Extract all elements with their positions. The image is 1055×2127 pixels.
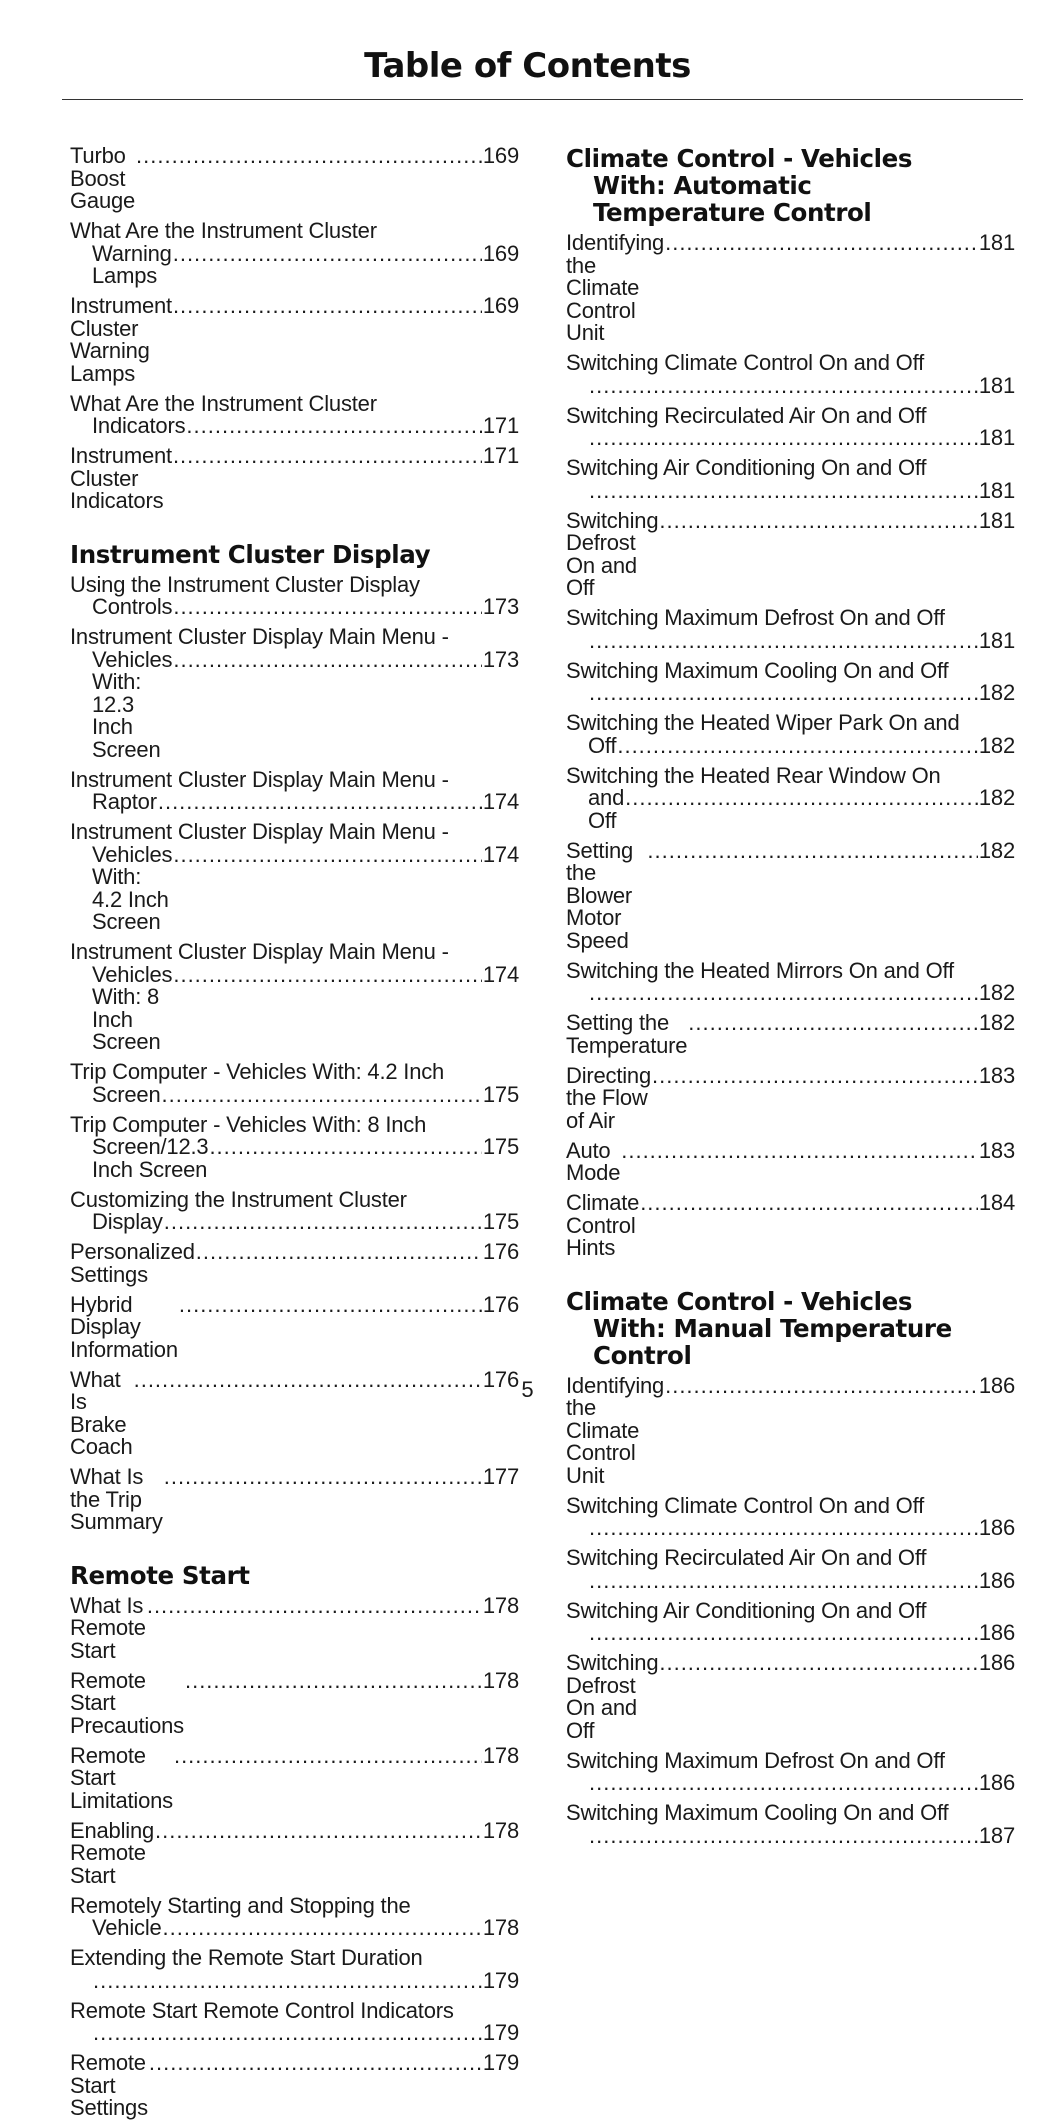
dot-leader: [589, 1517, 978, 1540]
toc-section: [70, 1562, 519, 2120]
toc-entry[interactable]: [70, 145, 519, 213]
toc-intro-group: [70, 145, 519, 513]
toc-entry[interactable]: [70, 2052, 519, 2120]
toc-entry-page: 184: [978, 1190, 1015, 1215]
toc-entry[interactable]: [70, 626, 519, 761]
toc-entry[interactable]: [566, 712, 1015, 757]
toc-entry-title: Identifying the Climate Control Unit: [566, 230, 665, 345]
toc-entry[interactable]: [70, 295, 519, 385]
dot-leader: [93, 2022, 482, 2045]
toc-entry-title: Instrument Cluster Display Main Menu -: [70, 939, 449, 964]
toc-entry[interactable]: [566, 762, 1015, 833]
toc-entry-page: 181: [978, 425, 1015, 450]
dot-leader: [93, 1970, 482, 1993]
toc-entry-page: 176: [482, 1291, 519, 1317]
toc-entry-title: Display: [92, 1209, 163, 1234]
toc-entry-page: 178: [482, 1817, 519, 1843]
toc-entry-page: 183: [978, 1137, 1015, 1163]
toc-entry-page: 186: [978, 1372, 1015, 1398]
dot-leader: [589, 630, 978, 653]
toc-entry[interactable]: [70, 1817, 519, 1888]
toc-entry-page: 187: [978, 1822, 1015, 1848]
toc-entry-title: Remote Start Remote Control Indicators: [70, 1997, 454, 2023]
page-title: Table of Contents: [364, 46, 691, 86]
dot-leader: [164, 1466, 482, 1489]
toc-left-column: [70, 145, 519, 2127]
dot-leader: [617, 735, 978, 758]
dot-leader: [589, 480, 978, 503]
toc-entry-title: Identifying the Climate Control Unit: [566, 1372, 665, 1488]
dot-leader: [621, 1140, 978, 1163]
section-heading-line: With: Automatic: [593, 171, 812, 200]
toc-entry-page: 178: [482, 1667, 519, 1693]
page-number: 5: [521, 1377, 534, 1402]
toc-entry-title: Personalized Settings: [70, 1239, 195, 1287]
toc-entry-title: Switching Maximum Cooling On and Off: [566, 1800, 949, 1825]
toc-entry-title: Screen/12.3 Inch Screen: [92, 1134, 209, 1182]
toc-entry[interactable]: [70, 1592, 519, 1663]
toc-entry[interactable]: [566, 1192, 1015, 1260]
title-divider: [62, 99, 1023, 100]
toc-entry-page: 182: [978, 732, 1015, 758]
toc-entry[interactable]: [70, 1947, 519, 1992]
toc-entry-title: Switching Climate Control On and Off: [566, 1492, 925, 1518]
toc-entry[interactable]: [566, 1597, 1015, 1645]
toc-entry-title: Instrument Cluster Display Main Menu -: [70, 624, 449, 649]
section-heading-line: Control: [593, 1340, 692, 1370]
toc-entry-title: Switching Defrost On and Off: [566, 1650, 659, 1743]
toc-entry-title: Remote Start Settings: [70, 2050, 148, 2120]
toc-entry-title: Extending the Remote Start Duration: [70, 1945, 423, 1970]
dot-leader: [589, 682, 978, 705]
toc-entry-title: Auto Mode: [566, 1137, 621, 1185]
dot-leader: [186, 415, 482, 438]
dot-leader: [173, 649, 482, 672]
section-heading: Remote Start: [70, 1560, 250, 1590]
toc-entry-title: Instrument Cluster Warning Lamps: [70, 293, 172, 386]
dot-leader: [174, 1745, 482, 1768]
toc-entry-page: 181: [978, 507, 1015, 533]
toc-entry-title: Vehicles With: 8 Inch Screen: [92, 961, 173, 1054]
toc-entry[interactable]: [70, 1742, 519, 1813]
dot-leader: [625, 787, 978, 810]
section-heading: Instrument Cluster Display: [70, 539, 431, 569]
toc-entry-page: 179: [482, 2020, 519, 2045]
dot-leader: [688, 1012, 978, 1035]
toc-entry-page: 181: [978, 477, 1015, 503]
toc-entry-list: [70, 145, 519, 513]
toc-entry[interactable]: [566, 657, 1015, 705]
toc-entry-list: [70, 1592, 519, 2120]
toc-entry[interactable]: [566, 1492, 1015, 1540]
toc-entry-page: 171: [482, 413, 519, 438]
toc-entry[interactable]: [566, 1652, 1015, 1742]
toc-entry-title: Instrument Cluster Indicators: [70, 443, 172, 513]
toc-section: [566, 1288, 1015, 1848]
toc-entry-list: [566, 1372, 1015, 1848]
dot-leader: [173, 596, 482, 619]
toc-entry-page: 169: [482, 143, 519, 168]
dot-leader: [589, 427, 978, 450]
toc-entry-title: Switching the Heated Mirrors On and Off: [566, 957, 954, 983]
dot-leader: [589, 1570, 978, 1593]
toc-entry[interactable]: [566, 1062, 1015, 1133]
dot-leader: [589, 1622, 978, 1645]
toc-entry-title: Switching Recirculated Air On and Off: [566, 402, 927, 428]
toc-entry-title: Switching the Heated Wiper Park On and: [566, 710, 960, 735]
toc-entry-page: 175: [482, 1209, 519, 1234]
toc-entry-title: Trip Computer - Vehicles With: 4.2 Inch: [70, 1059, 445, 1084]
toc-entry-page: 181: [978, 627, 1015, 653]
toc-entry-title: Indicators: [92, 413, 186, 438]
toc-entry-page: 182: [978, 837, 1015, 863]
dot-leader: [173, 844, 482, 867]
toc-entry-page: 177: [482, 1464, 519, 1489]
section-heading-line: Climate Control - Vehicles: [566, 1286, 912, 1316]
toc-entry-page: 176: [482, 1366, 519, 1392]
toc-entry-page: 182: [978, 980, 1015, 1005]
toc-entry[interactable]: [566, 957, 1015, 1005]
toc-entry[interactable]: [566, 1137, 1015, 1185]
toc-entry[interactable]: [566, 1802, 1015, 1847]
dot-leader: [647, 840, 977, 863]
dot-leader: [162, 1084, 482, 1107]
toc-entry[interactable]: [566, 232, 1015, 345]
toc-entry[interactable]: [70, 821, 519, 934]
toc-entry-title: Vehicles With: 4.2 Inch Screen: [92, 841, 173, 934]
toc-entry-title: Off: [588, 732, 617, 758]
toc-entry-page: 174: [482, 789, 519, 814]
dot-leader: [173, 295, 482, 318]
section-heading-line: With: Manual Temperature: [593, 1313, 952, 1343]
toc-entry-page: 178: [482, 1915, 519, 1940]
toc-entry-title: Remote Start Precautions: [70, 1667, 184, 1738]
toc-entry[interactable]: [566, 457, 1015, 502]
toc-entry-title: and Off: [588, 785, 625, 833]
toc-entry-title: Trip Computer - Vehicles With: 8 Inch: [70, 1111, 427, 1137]
toc-entry-title: Controls: [92, 594, 173, 619]
toc-entry[interactable]: [70, 1061, 519, 1106]
toc-entry[interactable]: [566, 1747, 1015, 1795]
toc-entry-page: 186: [978, 1770, 1015, 1795]
toc-entry-title: Instrument Cluster Display Main Menu -: [70, 819, 449, 844]
toc-entry[interactable]: [70, 445, 519, 513]
dot-leader: [179, 1294, 482, 1317]
dot-leader: [196, 1241, 482, 1264]
toc-entry-title: Switching Air Conditioning On and Off: [566, 455, 927, 480]
toc-entry[interactable]: [70, 1466, 519, 1534]
toc-entry-title: Hybrid Display Information: [70, 1291, 178, 1362]
toc-entry-page: 178: [482, 1592, 519, 1618]
toc-entry-page: 173: [482, 594, 519, 619]
toc-entry-title: Switching Maximum Defrost On and Off: [566, 1747, 945, 1773]
toc-entry-title: Switching Recirculated Air On and Off: [566, 1545, 927, 1570]
dot-leader: [149, 2052, 482, 2075]
toc-entry-page: 179: [482, 1967, 519, 1993]
toc-left-sections: [70, 541, 519, 2120]
section-heading: [566, 1288, 1015, 1369]
toc-entry-title: Switching Maximum Cooling On and Off: [566, 657, 949, 683]
toc-entry-title: What Are the Instrument Cluster: [70, 218, 377, 243]
toc-entry[interactable]: [566, 352, 1015, 397]
toc-entry[interactable]: [70, 941, 519, 1054]
toc-entry[interactable]: [70, 1892, 519, 1940]
toc-entry-page: 173: [482, 646, 519, 672]
toc-entry-title: Vehicle: [92, 1915, 162, 1940]
section-heading-line: Temperature Control: [593, 198, 872, 227]
toc-entry-title: Climate Control Hints: [566, 1190, 640, 1260]
toc-entry-page: 183: [978, 1062, 1015, 1088]
toc-entry-title: Using the Instrument Cluster Display: [70, 571, 420, 597]
toc-entry-title: Switching the Heated Rear Window On: [566, 762, 941, 788]
toc-entry-page: 186: [978, 1515, 1015, 1540]
toc-entry-page: 174: [482, 841, 519, 867]
toc-entry-page: 179: [482, 2050, 519, 2075]
toc-entry-title: Customizing the Instrument Cluster: [70, 1186, 407, 1212]
dot-leader: [158, 791, 482, 814]
dot-leader: [173, 445, 482, 468]
toc-entry-title: What Are the Instrument Cluster: [70, 390, 377, 416]
toc-entry-title: Enabling Remote Start: [70, 1817, 155, 1888]
dot-leader: [173, 964, 482, 987]
dot-leader: [640, 1192, 978, 1215]
toc-entry-title: Directing the Flow of Air: [566, 1062, 652, 1133]
toc-entry-title: Setting the Blower Motor Speed: [566, 837, 634, 953]
toc-entry[interactable]: [70, 571, 519, 619]
dot-leader: [659, 1652, 978, 1675]
toc-entry-title: Turbo Boost Gauge: [70, 143, 136, 213]
toc-entry-page: 176: [482, 1239, 519, 1264]
toc-entry[interactable]: [566, 1547, 1015, 1592]
toc-entry-page: 175: [482, 1134, 519, 1159]
section-heading-line: Climate Control - Vehicles: [566, 144, 912, 173]
dot-leader: [589, 375, 978, 398]
dot-leader: [185, 1670, 482, 1693]
dot-leader: [173, 243, 482, 266]
toc-entry-title: Warning Lamps: [92, 240, 172, 288]
toc-entry-list: [566, 232, 1015, 1260]
dot-leader: [589, 1772, 978, 1795]
toc-entry-title: Vehicles With: 12.3 Inch Screen: [92, 646, 173, 762]
toc-entry-title: Remotely Starting and Stopping the: [70, 1892, 411, 1918]
toc-entry[interactable]: [566, 837, 1015, 953]
dot-leader: [652, 1065, 978, 1088]
toc-entry-page: 169: [482, 293, 519, 318]
toc-entry-page: 181: [978, 372, 1015, 398]
toc-entry[interactable]: [70, 390, 519, 438]
toc-entry[interactable]: [70, 1667, 519, 1738]
toc-entry-title: Instrument Cluster Display Main Menu -: [70, 766, 449, 792]
toc-entry-page: 186: [978, 1650, 1015, 1675]
toc-entry-title: Switching Air Conditioning On and Off: [566, 1597, 927, 1623]
toc-entry-page: 181: [978, 230, 1015, 255]
dot-leader: [147, 1595, 482, 1618]
toc-entry[interactable]: [70, 766, 519, 814]
toc-entry[interactable]: [70, 1241, 519, 1286]
toc-entry[interactable]: [566, 507, 1015, 600]
toc-entry-page: 171: [482, 443, 519, 468]
dot-leader: [136, 145, 482, 168]
dot-leader: [589, 982, 978, 1005]
toc-right-sections: [566, 145, 1015, 1847]
toc-entry-page: 169: [482, 240, 519, 266]
dot-leader: [665, 232, 978, 255]
toc-entry-page: 178: [482, 1742, 519, 1768]
toc-right-column: [566, 145, 1015, 1855]
toc-entry-title: Remote Start Limitations: [70, 1742, 173, 1813]
dot-leader: [209, 1136, 481, 1159]
toc-entry-page: 175: [482, 1081, 519, 1107]
dot-leader: [589, 1825, 978, 1848]
toc-entry-title: Setting the Temperature: [566, 1010, 688, 1058]
dot-leader: [164, 1211, 482, 1234]
toc-entry-page: 182: [978, 1010, 1015, 1035]
toc-entry[interactable]: [70, 1291, 519, 1362]
toc-entry-title: What Is Remote Start: [70, 1592, 146, 1663]
toc-entry[interactable]: [566, 402, 1015, 450]
toc-entry[interactable]: [70, 1111, 519, 1182]
dot-leader: [155, 1820, 482, 1843]
dot-leader: [659, 510, 978, 533]
toc-entry-title: Switching Climate Control On and Off: [566, 350, 925, 375]
dot-leader: [163, 1917, 482, 1940]
toc-entry[interactable]: [566, 1012, 1015, 1057]
toc-entry-page: 174: [482, 961, 519, 987]
toc-entry-page: 186: [978, 1620, 1015, 1645]
toc-entry-title: Switching Defrost On and Off: [566, 507, 659, 600]
toc-entry-title: What Is Brake Coach: [70, 1366, 133, 1459]
toc-entry-page: 182: [978, 680, 1015, 705]
toc-entry[interactable]: [70, 220, 519, 288]
toc-entry-title: What Is the Trip Summary: [70, 1464, 163, 1534]
toc-entry[interactable]: [70, 1186, 519, 1234]
toc-entry[interactable]: [70, 1997, 519, 2045]
section-heading: [566, 145, 1015, 226]
toc-entry-page: 182: [978, 785, 1015, 810]
toc-entry-page: 186: [978, 1567, 1015, 1593]
toc-entry-title: Switching Maximum Defrost On and Off: [566, 605, 945, 630]
toc-section: [566, 145, 1015, 1260]
toc-entry-title: Raptor: [92, 789, 157, 814]
toc-entry[interactable]: [566, 607, 1015, 652]
toc-entry-title: Screen: [92, 1081, 161, 1107]
